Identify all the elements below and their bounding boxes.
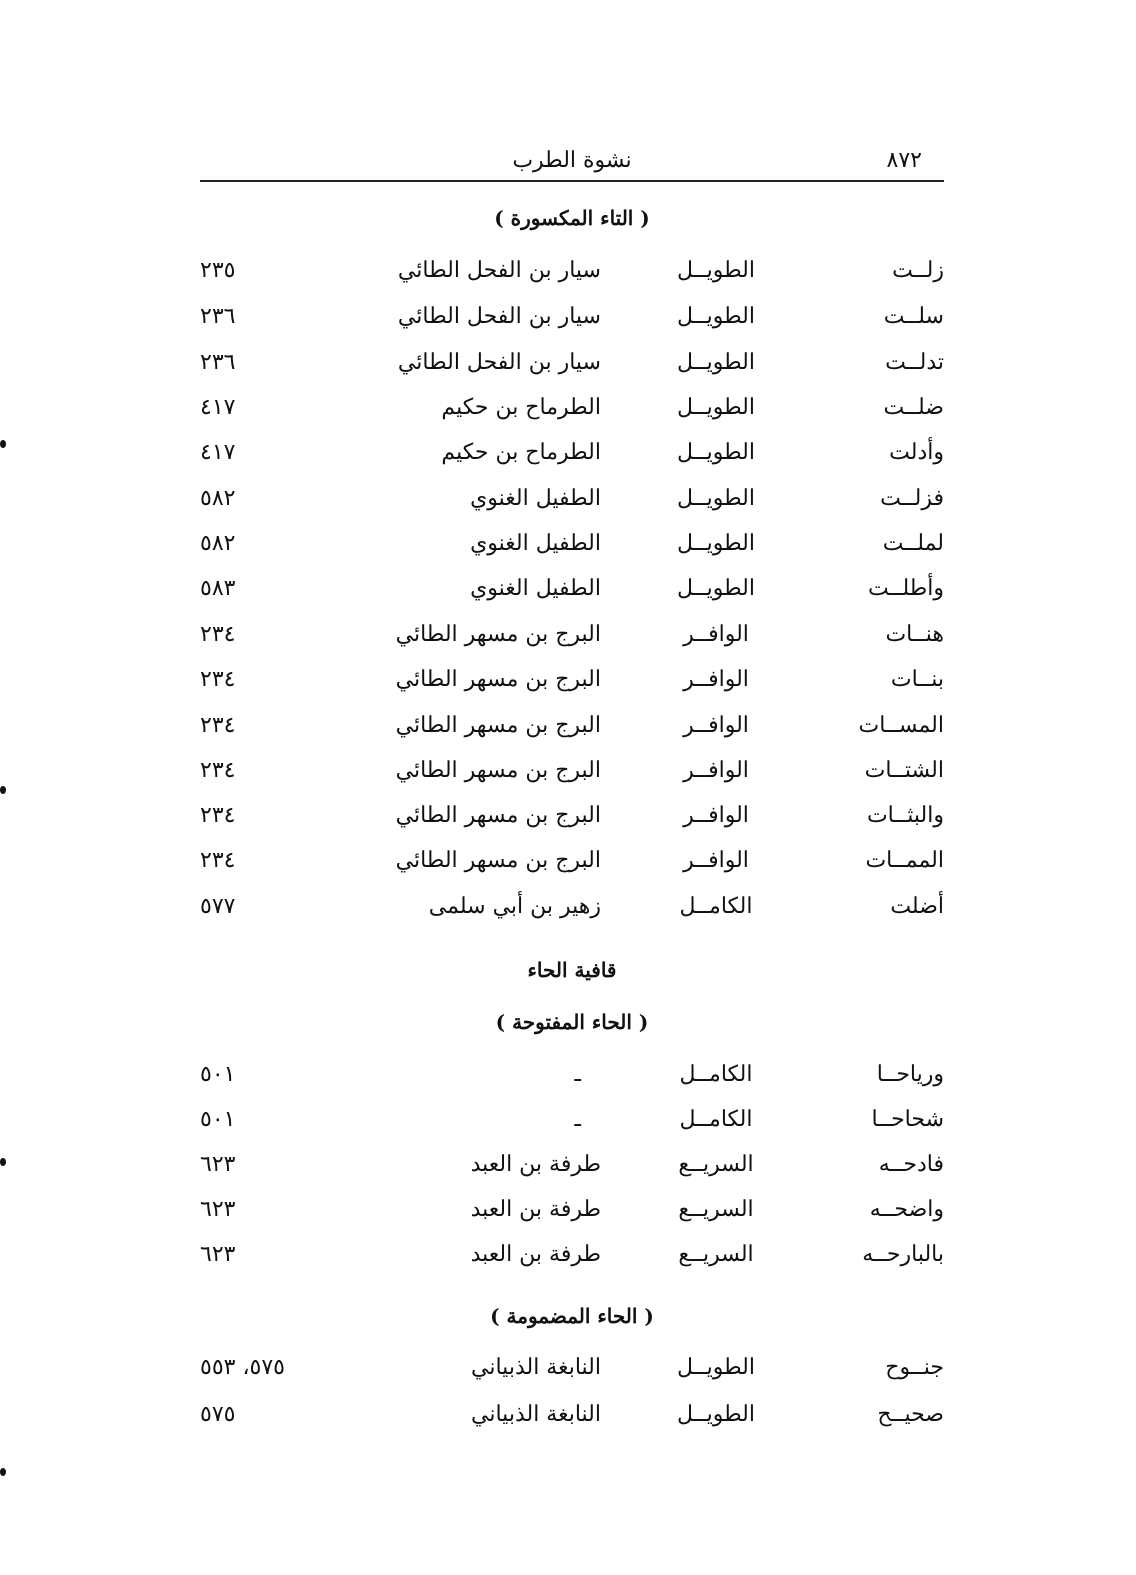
index-row: [0, 1062, 1136, 1098]
meter: الوافــر: [683, 622, 749, 647]
page-ref: ٦٢٣: [200, 1197, 236, 1222]
meter: الوافــر: [683, 803, 749, 828]
rhyme-word: هنــات: [885, 622, 944, 647]
poet: ـ: [574, 1062, 581, 1087]
index-row: [0, 622, 1136, 658]
page-header: [200, 146, 944, 182]
index-row: [0, 486, 1136, 522]
page-ref: ٥٨٣: [200, 576, 236, 601]
rhyme-word: والبثــات: [866, 803, 944, 828]
scan-speck: [0, 1468, 6, 1476]
meter: الطويــل: [677, 258, 755, 283]
meter: الطويــل: [677, 1355, 755, 1380]
index-row: [0, 304, 1136, 340]
meter: الوافــر: [683, 848, 749, 873]
poet: الطرماح بن حكيم: [441, 395, 601, 420]
section-heading-kasra: ( التاء المكسورة ): [494, 206, 650, 230]
index-row: [0, 1355, 1136, 1391]
meter: الطويــل: [677, 486, 755, 511]
page-ref: ٥٠١: [200, 1107, 236, 1132]
rhyme-word: جنــوح: [885, 1355, 944, 1380]
page-ref: ٢٣٤: [200, 758, 236, 783]
index-row: [0, 395, 1136, 431]
poet: طرفة بن العبد: [470, 1242, 601, 1267]
page-ref: ٢٣٤: [200, 667, 236, 692]
meter: الوافــر: [683, 713, 749, 738]
page-ref: ٢٣٦: [200, 350, 236, 375]
poet: الطفيل الغنوي: [470, 531, 601, 556]
index-row: [0, 531, 1136, 567]
section-heading-fatha: ( الحاء المفتوحة ): [495, 1010, 649, 1034]
poet: طرفة بن العبد: [470, 1197, 601, 1222]
rhyme-word: بالبارحــه: [862, 1242, 944, 1267]
poet: سيار بن الفحل الطائي: [397, 304, 601, 329]
poet: سيار بن الفحل الطائي: [397, 350, 601, 375]
rhyme-word: الشتــات: [864, 758, 944, 783]
poet: البرج بن مسهر الطائي: [395, 622, 601, 647]
poet: النابغة الذبياني: [471, 1402, 601, 1427]
scan-speck: [0, 440, 6, 448]
poet: البرج بن مسهر الطائي: [395, 758, 601, 783]
meter: الوافــر: [683, 667, 749, 692]
poet: البرج بن مسهر الطائي: [395, 667, 601, 692]
rhyme-word: وأدلت: [889, 440, 944, 465]
index-row: [0, 667, 1136, 703]
page-ref: ٢٣٤: [200, 848, 236, 873]
page-ref: ٦٢٣: [200, 1242, 236, 1267]
rhyme-word: تدلــت: [885, 350, 944, 375]
meter: الطويــل: [677, 440, 755, 465]
index-row: [0, 1242, 1136, 1278]
page-ref: ٥٧٥: [200, 1402, 236, 1427]
meter: الطويــل: [677, 350, 755, 375]
index-row: [0, 803, 1136, 839]
index-row: [0, 1152, 1136, 1188]
meter: الوافــر: [683, 758, 749, 783]
meter: الكامــل: [679, 1107, 753, 1132]
page-ref: ٢٣٥: [200, 258, 236, 283]
index-row: [0, 758, 1136, 794]
page-ref: ٥٧٧: [200, 894, 236, 919]
rhyme-word: ورياحــا: [876, 1062, 944, 1087]
page-ref: ٢٣٤: [200, 622, 236, 647]
index-row: [0, 576, 1136, 612]
meter: الطويــل: [677, 576, 755, 601]
scan-speck: [0, 786, 6, 794]
poet: ـ: [574, 1107, 581, 1132]
meter: الطويــل: [677, 304, 755, 329]
rhyme-word: أضلت: [890, 894, 944, 919]
index-row: [0, 713, 1136, 749]
rhyme-word: ضلــت: [883, 395, 944, 420]
meter: الطويــل: [677, 531, 755, 556]
meter: الكامــل: [679, 894, 753, 919]
page-ref: ٥٠١: [200, 1062, 236, 1087]
page-ref: ٥٨٢: [200, 486, 236, 511]
page-number: ٨٧٢: [886, 148, 922, 173]
rhyme-word: وأطلــت: [867, 576, 944, 601]
rhyme-word: سلــت: [883, 304, 944, 329]
index-row: [0, 258, 1136, 294]
section-title-haa: قافية الحاء: [527, 958, 617, 982]
page-ref: ٢٣٤: [200, 713, 236, 738]
rhyme-word: زلــت: [892, 258, 944, 283]
page-ref: ٦٢٣: [200, 1152, 236, 1177]
meter: الكامــل: [679, 1062, 753, 1087]
poet: طرفة بن العبد: [470, 1152, 601, 1177]
meter: السريــع: [678, 1152, 754, 1177]
running-title: نشوة الطرب: [512, 148, 632, 173]
rhyme-word: فادحــه: [878, 1152, 944, 1177]
section-heading-damma: ( الحاء المضمومة ): [490, 1304, 654, 1328]
poet: البرج بن مسهر الطائي: [395, 848, 601, 873]
poet: سيار بن الفحل الطائي: [397, 258, 601, 283]
poet: زهير بن أبي سلمى: [428, 894, 601, 919]
meter: الطويــل: [677, 395, 755, 420]
page-ref: ٤١٧: [200, 395, 236, 420]
page-ref: ٢٣٤: [200, 803, 236, 828]
index-row: [0, 1197, 1136, 1233]
poet: النابغة الذبياني: [471, 1355, 601, 1380]
meter: الطويــل: [677, 1402, 755, 1427]
rhyme-word: الممــات: [865, 848, 944, 873]
poet: البرج بن مسهر الطائي: [395, 713, 601, 738]
poet: الطفيل الغنوي: [470, 486, 601, 511]
poet: البرج بن مسهر الطائي: [395, 803, 601, 828]
poet: الطفيل الغنوي: [470, 576, 601, 601]
rhyme-word: فزلــت: [880, 486, 944, 511]
index-row: [0, 350, 1136, 386]
index-row: [0, 894, 1136, 930]
page-ref: ٤١٧: [200, 440, 236, 465]
rhyme-word: المســات: [858, 713, 944, 738]
page-ref: ٥٧٥، ٥٥٣: [200, 1355, 285, 1380]
rhyme-word: شحاحــا: [871, 1107, 944, 1132]
rhyme-word: بنــات: [890, 667, 944, 692]
scan-speck: [0, 1158, 6, 1166]
poet: الطرماح بن حكيم: [441, 440, 601, 465]
meter: السريــع: [678, 1242, 754, 1267]
page-ref: ٢٣٦: [200, 304, 236, 329]
rhyme-word: لملــت: [882, 531, 944, 556]
rhyme-word: صحيــح: [877, 1402, 944, 1427]
page-ref: ٥٨٢: [200, 531, 236, 556]
index-row: [0, 1107, 1136, 1143]
index-row: [0, 440, 1136, 476]
meter: السريــع: [678, 1197, 754, 1222]
index-row: [0, 1402, 1136, 1438]
index-row: [0, 848, 1136, 884]
rhyme-word: واضحــه: [869, 1197, 944, 1222]
